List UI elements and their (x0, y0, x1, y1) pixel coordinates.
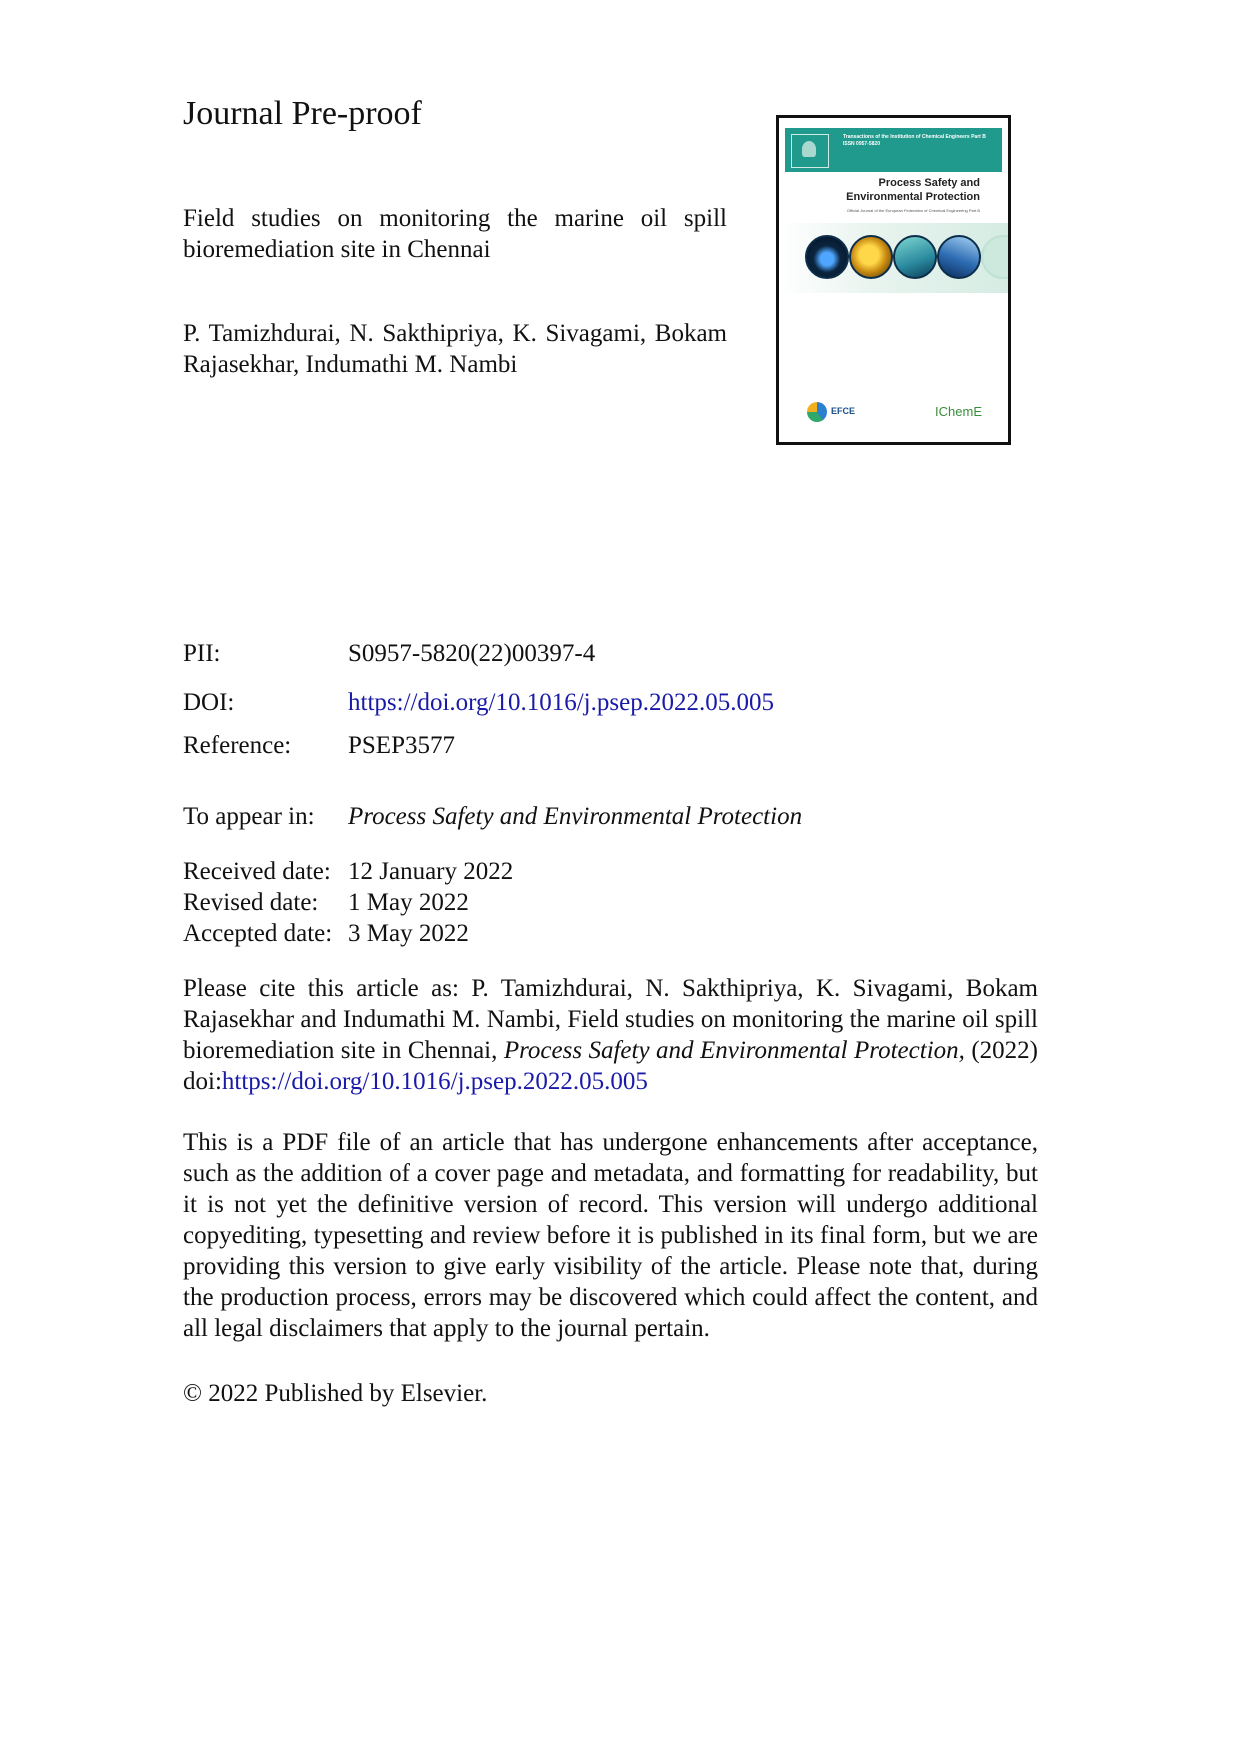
citation-paragraph (183, 973, 1038, 1097)
icheme-label: IChemE (935, 404, 982, 419)
reference-label: Reference: (183, 732, 292, 759)
doi-label: DOI: (183, 689, 235, 716)
citation-year: (2022) doi: (183, 1037, 1038, 1095)
efce-logo-icon (807, 402, 827, 422)
elsevier-logo-icon (791, 134, 829, 168)
citation-text: Please cite this article as: P. Tamizhdurai, N. Sakthipriya, K. Sivagami, Bokam Rajasekhar and Indumathi M. Nambi, Field studies on monitoring the marine oil spill bioremediation site in Chennai, (183, 975, 1038, 1064)
appear-in-label: To appear in: (183, 803, 315, 830)
cover-header-band (785, 128, 1002, 172)
cover-photo-hazard (849, 235, 893, 279)
cover-journal-line1: Process Safety and (878, 177, 980, 189)
pre-proof-notice: This is a PDF file of an article that has undergone enhancements after acceptance, such as the addition of a cover page and metadata, and formatting for readability, but it is not yet the definitive version of record. This version will undergo additional copyediting, typesetting and review before it is published in its final form, but we are providing this version to give early visibility of the article. Please note that, during the production process, errors may be discovered which could affect the content, and all legal disclaimers that apply to the journal pertain. (183, 1129, 1038, 1342)
accepted-date-label: Accepted date: (183, 920, 333, 947)
cover-footer (779, 400, 1008, 426)
article-title: Field studies on monitoring the marine oil spill bioremediation site in Chennai (183, 205, 727, 263)
revised-date-value: 1 May 2022 (348, 889, 469, 916)
journal-cover-image (776, 115, 1011, 445)
received-date-label: Received date: (183, 858, 331, 885)
citation-doi-link[interactable]: https://doi.org/10.1016/j.psep.2022.05.005 (221, 1068, 648, 1095)
copyright-notice: © 2022 Published by Elsevier. (183, 1380, 488, 1407)
cover-band-text: Transactions of the Institution of Chemical Engineers Part B ISSN 0957-5820 (843, 134, 986, 147)
pii-value: S0957-5820(22)00397-4 (348, 640, 596, 667)
cover-photo-water (893, 235, 937, 279)
cover-journal-line2: Environmental Protection (846, 191, 980, 203)
article-authors: P. Tamizhdurai, N. Sakthipriya, K. Sivagami, Bokam Rajasekhar, Indumathi M. Nambi (183, 320, 727, 378)
received-date-value: 12 January 2022 (348, 858, 514, 885)
cover-photo-flame (805, 235, 849, 279)
efce-label: EFCE (831, 406, 856, 416)
cover-photo-lab (937, 235, 981, 279)
revised-date-label: Revised date: (183, 889, 319, 916)
cover-journal-name (779, 176, 1008, 204)
cover-subtitle: Official Journal of the European Federation of Chemical Engineering Part B (846, 208, 980, 213)
reference-value: PSEP3577 (348, 732, 455, 759)
page-title: Journal Pre-proof (183, 95, 422, 132)
pii-label: PII: (183, 640, 221, 667)
doi-link[interactable]: https://doi.org/10.1016/j.psep.2022.05.005 (348, 689, 774, 716)
accepted-date-value: 3 May 2022 (348, 920, 469, 947)
citation-journal: Process Safety and Environmental Protection, (503, 1037, 965, 1064)
appear-in-value: Process Safety and Environmental Protection (348, 803, 803, 830)
